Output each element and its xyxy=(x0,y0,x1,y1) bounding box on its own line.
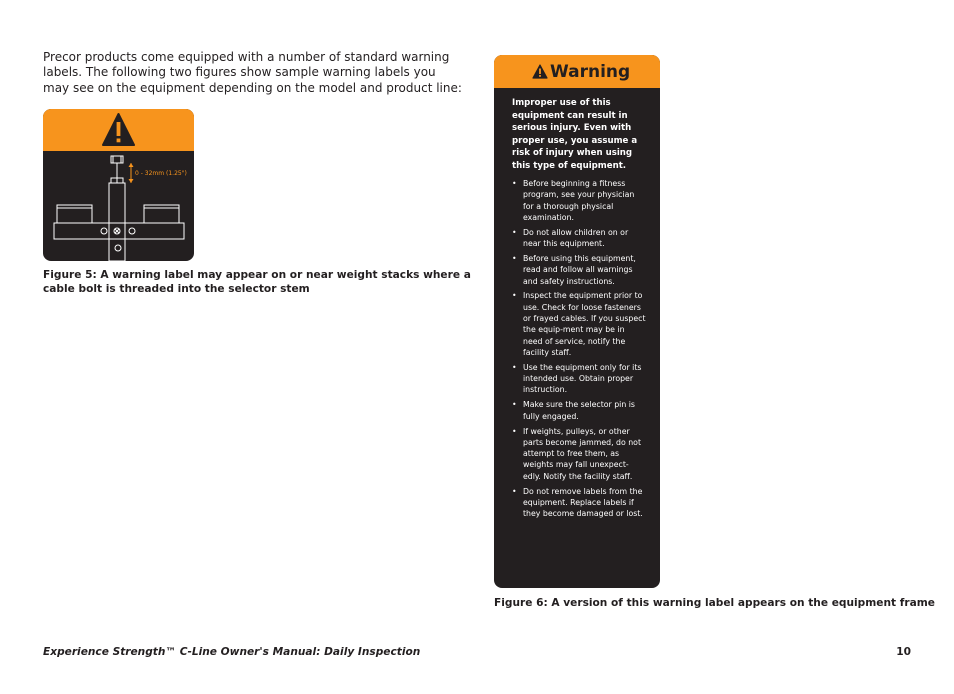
warning-item: • Before using this equipment, read and follow all warnings and safety instructions. xyxy=(512,253,646,287)
page-number: 10 xyxy=(896,646,911,658)
frame-warning-label xyxy=(494,55,660,588)
warning-item: • If weights, pulleys, or other parts become jammed, do not attempt to free them, as weights may fall unexpect-edly. Notify the facility staff. xyxy=(512,426,646,482)
warning-triangle-icon xyxy=(532,64,548,79)
warning-item: • Make sure the selector pin is fully engaged. xyxy=(512,399,646,422)
footer-title: Experience Strength™ C-Line Owner's Manual: Daily Inspection xyxy=(43,646,421,658)
warning-item: • Inspect the equipment prior to use. Check for loose fasteners or frayed cables. If you suspect the equip-ment may be in need of service, notify the facility staff. xyxy=(512,290,646,358)
warning-title: Warning xyxy=(550,61,631,82)
warning-item: • Do not allow children on or near this equipment. xyxy=(512,227,646,250)
warning-item: • Before beginning a fitness program, see your physician for a thorough physical examination. xyxy=(512,178,646,223)
warning-item: • Use the equipment only for its intended use. Obtain proper instruction. xyxy=(512,362,646,396)
figure-5-caption: Figure 5: A warning label may appear on or near weight stacks where a cable bolt is threaded into the selector stem xyxy=(43,269,471,295)
weight-stack-warning-label xyxy=(43,109,194,261)
intro-paragraph: Precor products come equipped with a number of standard warning labels. The following two figures show sample warning labels you may see on the equipment depending on the model and product line: xyxy=(43,50,462,95)
warning-list xyxy=(512,178,646,519)
warning-intro: Improper use of this equipment can result in serious injury. Even with proper use, you assume a risk of injury when using this type of equipment. xyxy=(512,98,638,171)
measurement-label: 0 - 32mm (1.25") xyxy=(135,170,187,177)
warning-header xyxy=(494,55,660,88)
figure-6-caption: Figure 6: A version of this warning label appears on the equipment frame xyxy=(494,597,935,609)
warning-item: • Do not remove labels from the equipment. Replace labels if they become damaged or lost. xyxy=(512,486,646,520)
